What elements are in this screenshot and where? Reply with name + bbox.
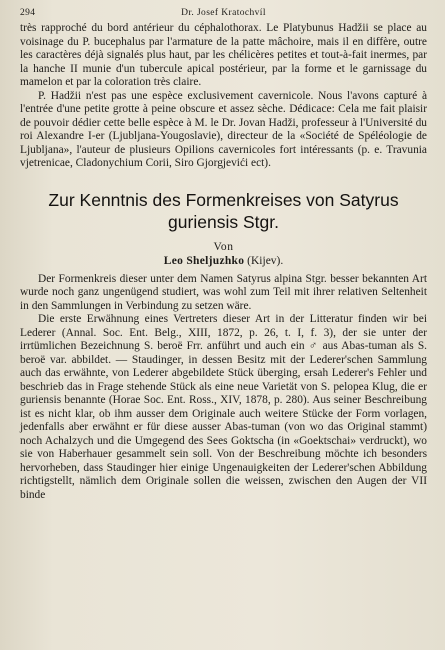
byline-von: Von xyxy=(213,240,234,253)
author-line xyxy=(20,255,427,267)
page-number: 294 xyxy=(20,8,36,18)
author-city: (Kijev). xyxy=(247,254,284,267)
paragraph-formenkreis: Der Formenkreis dieser unter dem Namen Satyrus alpina Stgr. besser bekannten Art wurde noch ganz ungenügend studiert, was wohl zum Teil mit ihrer relativen Seltenheit in den Sammlungen in Verbindung zu setzen wäre. xyxy=(20,272,427,312)
paragraph-platybunus: très rapproché du bord antérieur du céphalothorax. Le Platybunus Hadžii se place au voisinage du P. bucephalus par l'armature de la patte mâchoire, mais il en diffère, outre les caractères déjà signalés plus haut, par les chélicères petites et tout-à-fait inermes, par la hanche II munie d'un tubercule apical postérieur, par la forme et le garnissage du mamelon et par la coloration très claire. xyxy=(20,22,427,88)
running-head xyxy=(20,6,427,22)
paragraph-lederer: Die erste Erwähnung eines Vertreters dieser Art in der Litteratur finden wir bei Lederer (Annal. Soc. Ent. Belg., XIII, 1872, p. 26, t. I, f. 3), der sie unter der irrtümlichen Bezeichnung S. beroë Frr. anführt und auch ein ♂ aus Abas-tuman als S. beroë var. abbildet. — Staudinger, in dessen Besitz mit der Lederer'schen Sammlung auch das erwähnte, von Lederer abgebildete Stück überging, ersah Lederer's Fehler und beschrieb das in Frage stehende Stück als eine neue Varietät von S. pelopea Klug, die er guriensis benannte (Horae Soc. Ent. Ross., XIV, 1878, p. 280). Aus seiner Beschreibung ist es nicht klar, ob ihm ausser dem Originale auch weitere Stücke der Form vorlagen, jedenfalls aber erwähnt er für diese ausser Abas-tuman (von wo das Original stammt) noch Achalzych und die Umgegend des Sees Goktscha (in «Goektschai» verdruckt), wo sie von Haberhauer gesammelt sein soll. Von der Beschreibung möchte ich besonders hervorheben, dass Staudinger hier einige Ungenauigkeiten der Lederer'schen Abbildung richtigstellt, nämlich dem Originale sollen die weissen, zwischen den Augen der VII binde xyxy=(20,313,427,501)
running-title: Dr. Josef Kratochvíl xyxy=(181,8,266,18)
article-title: Zur Kenntnis des Formenkreises von Satyrus guriensis Stgr. xyxy=(48,189,399,232)
author-name: Leo Sheljuzhko xyxy=(163,254,245,267)
paragraph-dedicace: P. Hadžii n'est pas une espèce exclusivement cavernicole. Nous l'avons capturé à l'entrée d'une petite grotte à peine obscure et assez sèche. Dédicace: Cela me fait plaisir de pouvoir dédier cette belle espèce à M. le Dr. Jovan Hadži, professeur à l'Université du roi Alexandre I-er (Ljubljana-Yougoslavie), directeur de la «Société de Spéléologie de Ljubljana», l'auteur de plusieurs Opilions cavernicoles fort intéressants (p. e. Travunia vjetrenicae, Cladonychium Corii, Siro Gjorgjevići ect). xyxy=(20,89,427,169)
